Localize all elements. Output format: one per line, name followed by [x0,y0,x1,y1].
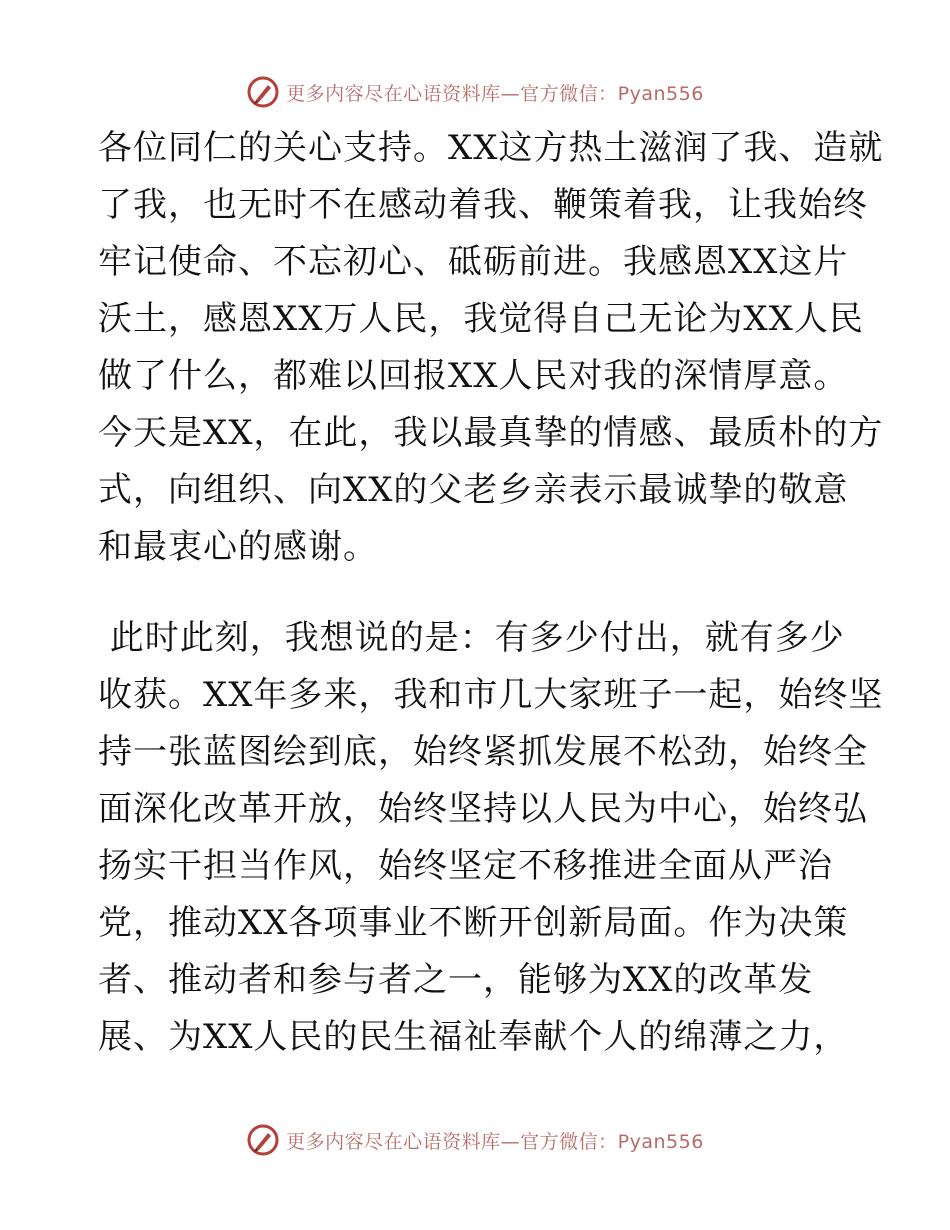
text-line: 面深化改革开放，始终坚持以人民为中心，始终弘 [98,789,868,829]
text-line: 牢记使命、不忘初心、砥砺前进。我感恩XX这片 [98,242,849,282]
text-line: 者、推动者和参与者之一，能够为XX的改革发 [98,960,814,1000]
text-line: 持一张蓝图绘到底，始终紧抓发展不松劲，始终全 [98,732,868,772]
header-banner-text: 更多内容尽在心语资料库—官方微信：Pyan556 [286,82,704,105]
text-line: 此时此刻，我想说的是：有多少付出，就有多少 [98,618,845,658]
text-line: 做了什么，都难以回报XX人民对我的深情厚意。 [98,356,849,396]
header-banner [0,72,950,112]
text-line: 党，推动XX各项事业不断开创新局面。作为决策 [98,903,849,943]
pen-logo-icon [246,1123,280,1157]
document-body [98,120,884,1066]
text-line: 收获。XX年多来，我和市几大家班子一起，始终坚 [98,675,884,715]
text-line: 展、为XX人民的民生福祉奉献个人的绵薄之力， [98,1017,849,1057]
text-line: 沃土，感恩XX万人民，我觉得自己无论为XX人民 [98,299,864,339]
text-line: 了我，也无时不在感动着我、鞭策着我，让我始终 [98,185,868,225]
paragraph-spacer [98,576,868,610]
text-line: 各位同仁的关心支持。XX这方热土滋润了我、造就 [98,128,884,168]
footer-banner-text: 更多内容尽在心语资料库—官方微信：Pyan556 [286,1130,704,1153]
paragraph-1 [98,120,884,576]
paragraph-2 [98,610,884,1066]
text-line: 今天是XX，在此，我以最真挚的情感、最质朴的方 [98,413,884,453]
text-line: 式，向组织、向XX的父老乡亲表示最诚挚的敬意 [98,470,849,510]
pen-logo-icon [246,75,280,109]
text-line: 和最衷心的感谢。 [98,527,378,567]
footer-banner [0,1120,950,1160]
text-line: 扬实干担当作风，始终坚定不移推进全面从严治 [98,846,833,886]
